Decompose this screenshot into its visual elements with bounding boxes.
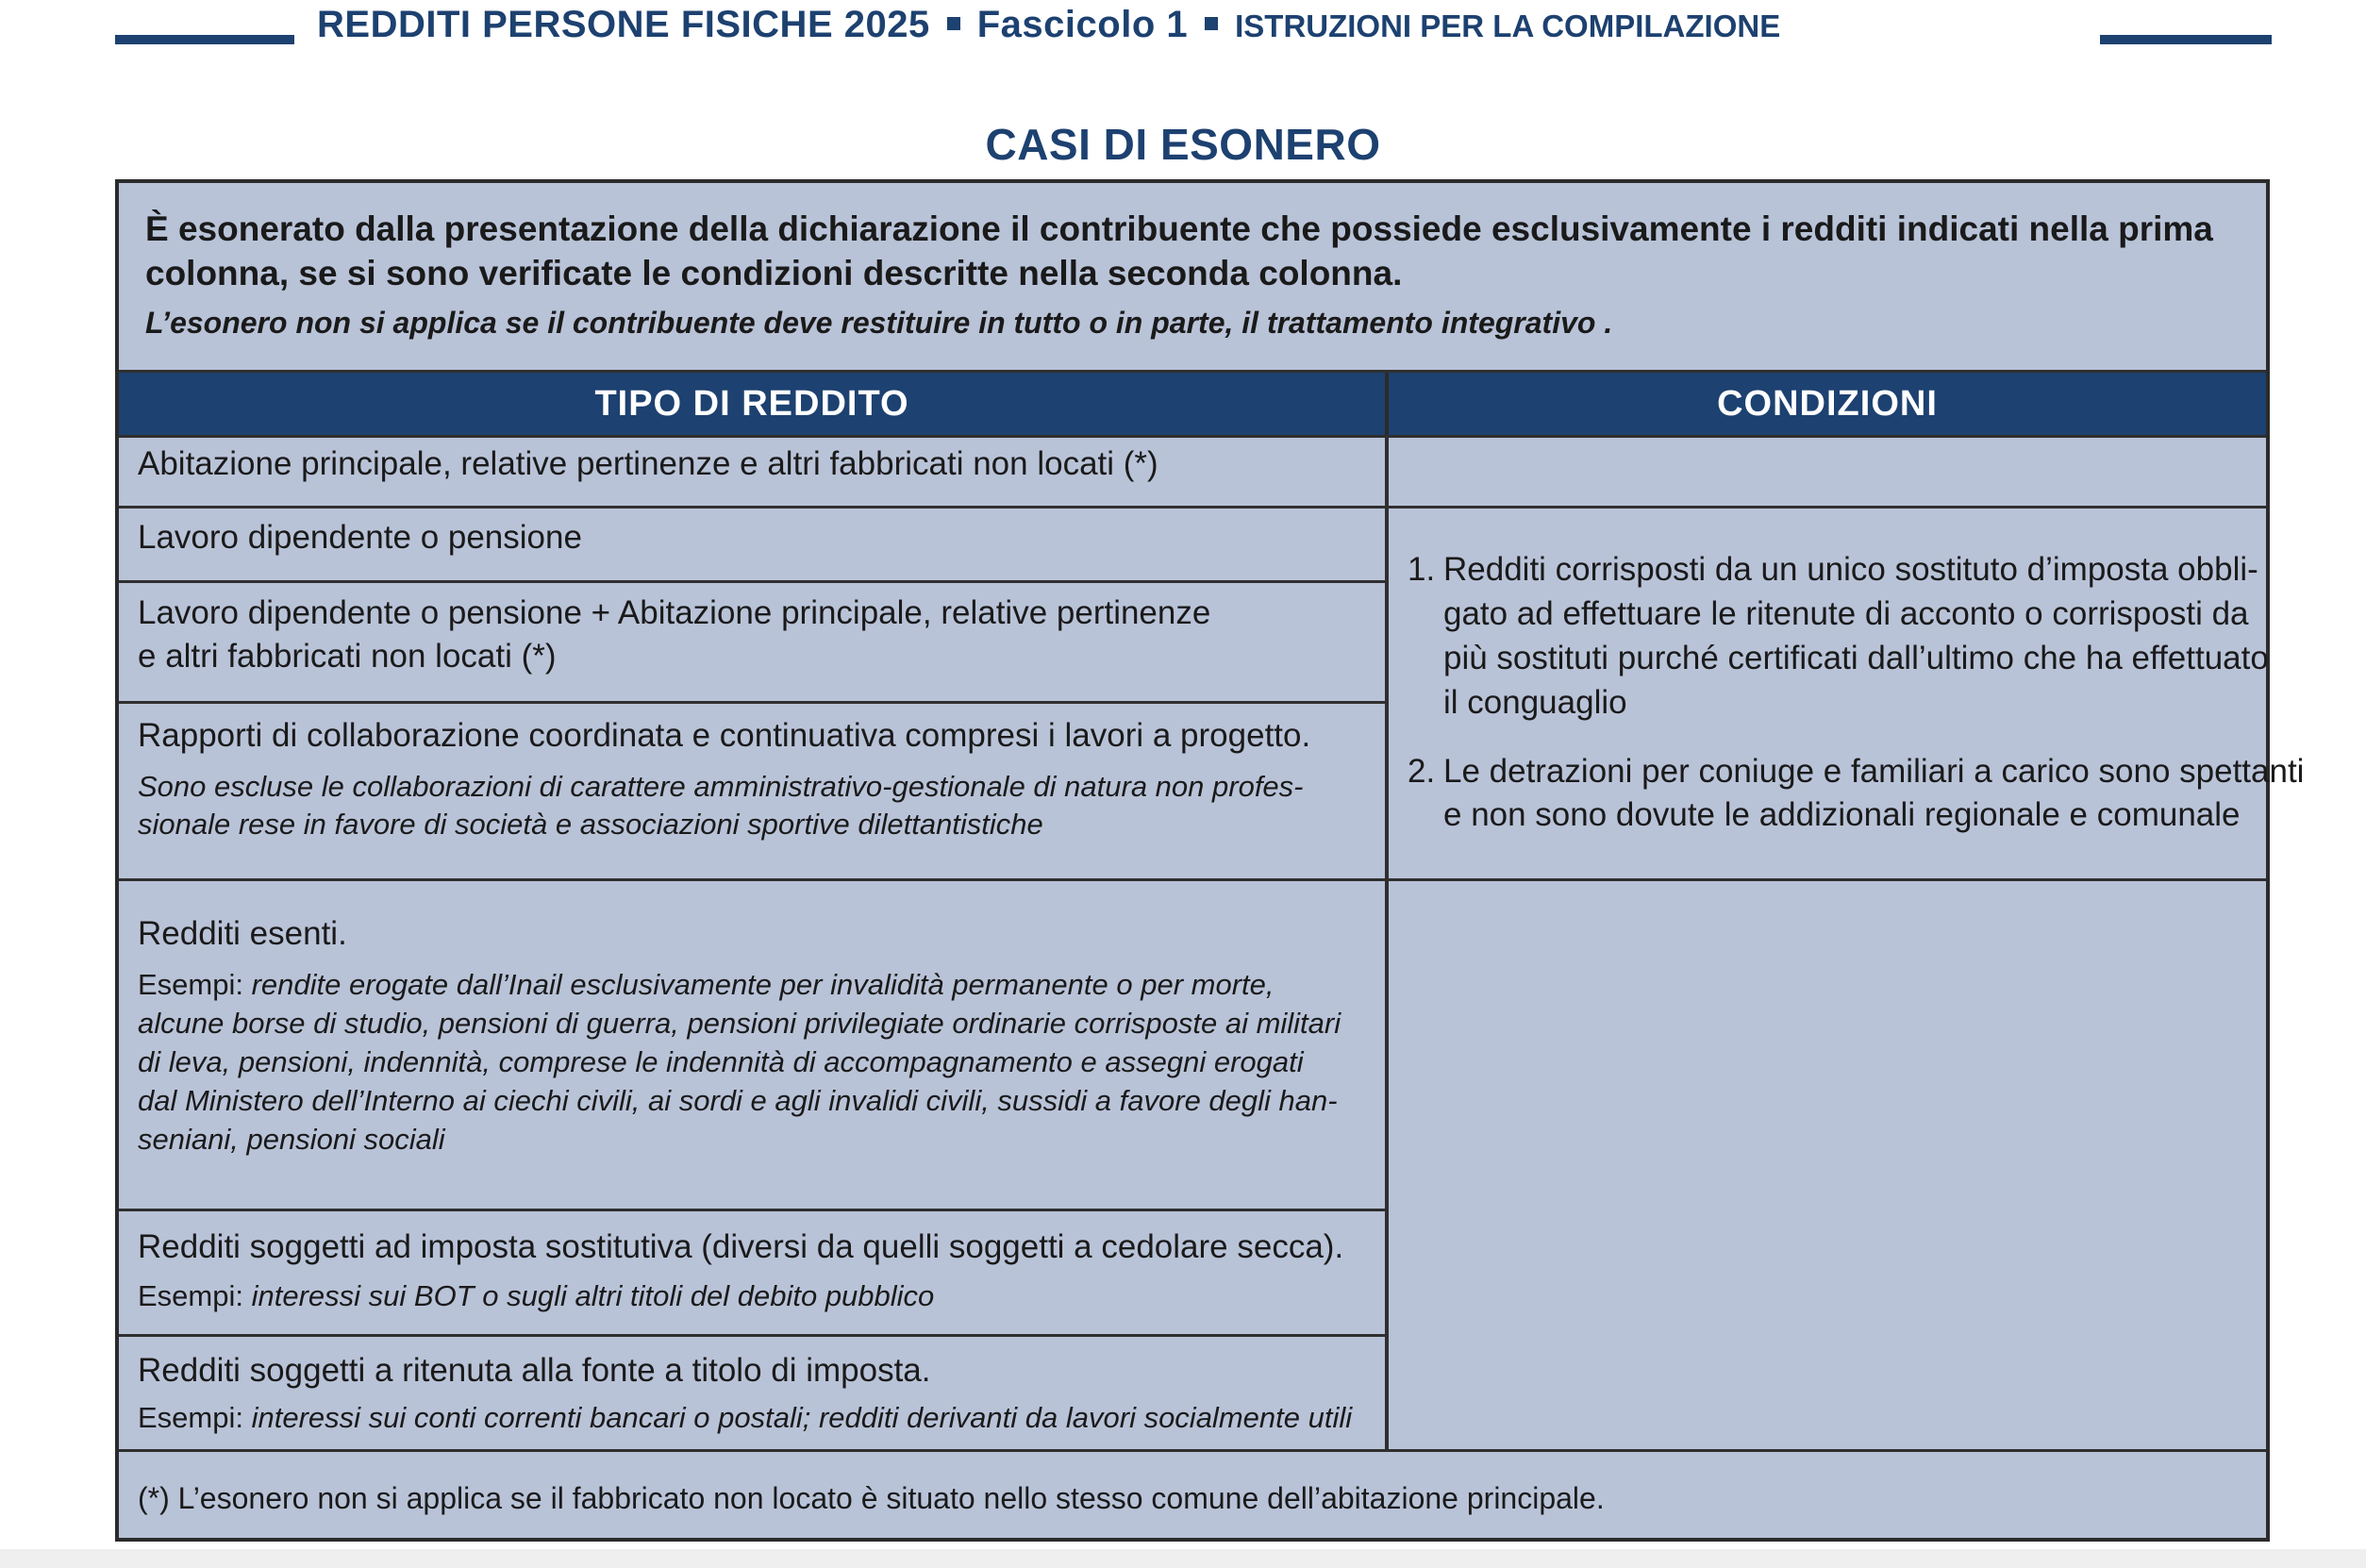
row-note: di leva, pensioni, indennità, comprese le indennità di accompagnamento e assegni erogati <box>138 1045 1304 1078</box>
table-row <box>119 435 1385 509</box>
table-row <box>119 881 1385 1211</box>
row-text: Redditi soggetti ad imposta sostitutiva (diversi da quelli soggetti a cedolare secca). <box>138 1228 1344 1265</box>
header-fascicolo: Fascicolo 1 <box>976 4 1189 45</box>
row-text: Lavoro dipendente o pensione + Abitazione principale, relative pertinenze <box>138 594 1211 631</box>
example-label: Esempi: <box>138 968 243 1001</box>
example-label: Esempi: <box>138 1401 243 1434</box>
page-header <box>0 0 2366 60</box>
column-header-tipo-reddito: TIPO DI REDDITO <box>594 384 909 424</box>
row-text: e altri fabbricati non locati (*) <box>138 638 557 675</box>
square-bullet-icon <box>1205 17 1218 30</box>
condition-line: e non sono dovute le addizionali regionale e comunale <box>1443 796 2241 833</box>
condition-cell-empty <box>1389 435 2266 509</box>
row-text: Rapporti di collaborazione coordinata e continuativa compresi i lavori a progetto. <box>138 717 1311 754</box>
header-rule-right <box>2100 35 2272 44</box>
example-text: rendite erogate dall’Inail esclusivamente per invalidità permanente o per morte, <box>251 968 1275 1001</box>
table-row <box>119 1337 1385 1452</box>
table-row <box>119 509 1385 583</box>
row-note: sionale rese in favore di società e associazioni sportive dilettantistiche <box>138 808 1043 841</box>
example-text: interessi sui conti correnti bancari o postali; redditi derivanti da lavori socialmente utili <box>251 1401 1353 1434</box>
footnote: (*) L’esonero non si applica se il fabbricato non locato è situato nello stesso comune dell’abitazione principale. <box>138 1481 1605 1515</box>
row-text: Lavoro dipendente o pensione <box>138 519 582 556</box>
intro-panel <box>119 183 2266 373</box>
bottom-strip <box>0 1549 2366 1568</box>
exemption-table-box <box>115 179 2305 1542</box>
section-title: CASI DI ESONERO <box>985 120 1381 169</box>
column-header-condizioni: CONDIZIONI <box>1717 384 1938 424</box>
condition-line: più sostituti purché certificati dall’ultimo che ha effettuato <box>1443 640 2269 676</box>
header-title: REDDITI PERSONE FISICHE 2025 <box>317 4 930 45</box>
row-text: Abitazione principale, relative pertinenze e altri fabbricati non locati (*) <box>138 445 1158 482</box>
table-row <box>119 704 1385 881</box>
intro-note: L’esonero non si applica se il contribuente deve restituire in tutto o in parte, il trattamento integrativo . <box>145 306 1613 340</box>
table-row <box>119 583 1385 704</box>
condition-line: gato ad effettuare le ritenute di acconto o corrisposti da <box>1443 595 2249 632</box>
condition-line: Le detrazioni per coniuge e familiari a carico sono spettanti <box>1443 753 2305 790</box>
condition-number: 1. <box>1408 551 1436 588</box>
header-title-line <box>317 4 1780 46</box>
column-divider <box>1385 435 1389 1452</box>
row-note: seniani, pensioni sociali <box>138 1123 445 1156</box>
table-header <box>119 373 2266 438</box>
intro-line-1: È esonerato dalla presentazione della dichiarazione il contribuente che possiede esclusivamente i redditi indicati nella prima <box>145 209 2213 248</box>
row-note: Sono escluse le collaborazioni di carattere amministrativo-gestionale di natura non profes- <box>138 770 1304 803</box>
condition-number: 2. <box>1408 753 1436 790</box>
row-text: Redditi esenti. <box>138 915 347 952</box>
row-note: alcune borse di studio, pensioni di guerra, pensioni privilegiate ordinarie corrisposte ai militari <box>138 1007 1341 1040</box>
condition-line: il conguaglio <box>1443 684 1627 721</box>
example-text: interessi sui BOT o sugli altri titoli del debito pubblico <box>251 1279 935 1312</box>
square-bullet-icon <box>947 17 960 30</box>
row-note <box>138 1401 1352 1435</box>
header-subtitle: ISTRUZIONI PER LA COMPILAZIONE <box>1235 8 1781 43</box>
row-note <box>138 1279 934 1313</box>
intro-line-2: colonna, se si sono verificate le condizioni descritte nella seconda colonna. <box>145 254 1403 292</box>
row-text: Redditi soggetti a ritenuta alla fonte a titolo di imposta. <box>138 1352 931 1389</box>
row-note: dal Ministero dell’Interno ai ciechi civili, ai sordi e agli invalidi civili, sussidi a favore degli han- <box>138 1084 1338 1117</box>
row-note <box>138 968 1275 1002</box>
header-rule-left <box>115 35 294 44</box>
table-row <box>119 1211 1385 1337</box>
example-label: Esempi: <box>138 1279 243 1312</box>
condition-cell-empty <box>1389 881 2266 1452</box>
condition-line: Redditi corrisposti da un unico sostituto d’imposta obbli- <box>1443 551 2258 588</box>
